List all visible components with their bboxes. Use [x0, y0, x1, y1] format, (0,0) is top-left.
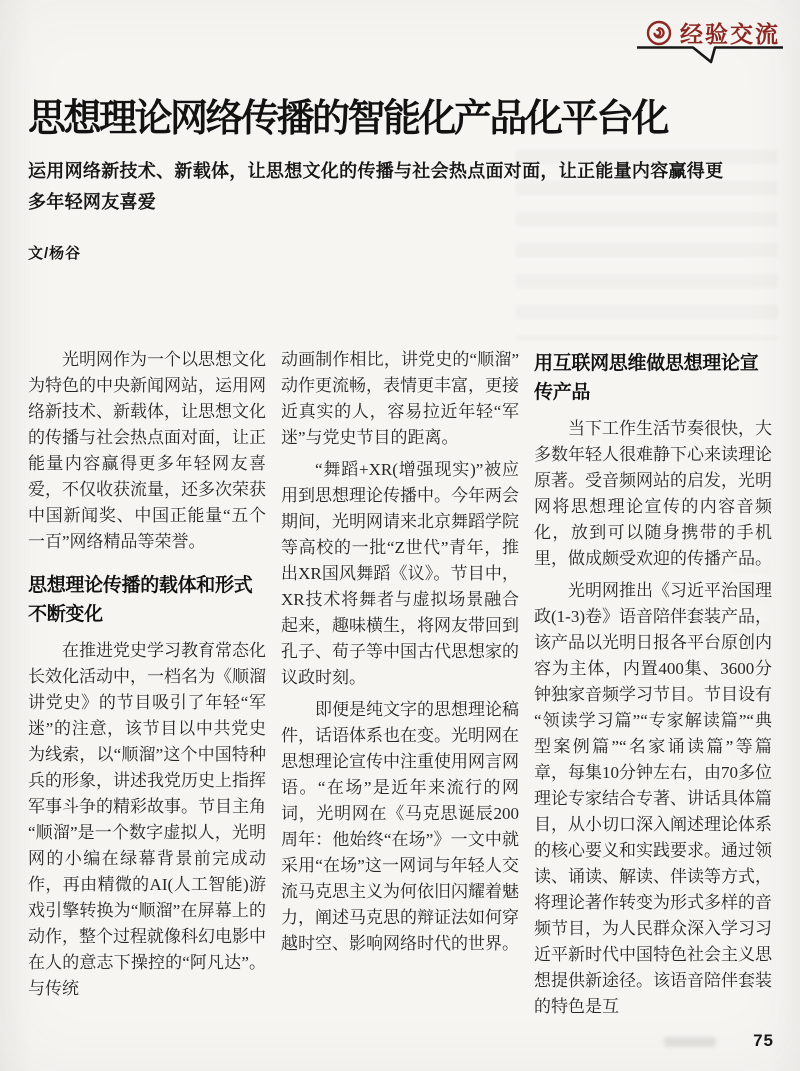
subheading-carriers-and-forms: 思想理论传播的载体和形式不断变化 [28, 575, 253, 625]
subheading-internet-thinking: 用互联网思维做思想理论宣传产品 [534, 353, 759, 403]
paragraph: 即便是纯文字的思想理论稿件，话语体系也在变。光明网在思想理论宣传中注重使用网言网语。“在场”是近年来流行的网词，光明网在《马克思诞辰200周年：他始终“在场”》一文中就采用“在场”这一网词与年轻人交流马克思主义为何依旧闪耀着魅力，阐述马克思的辩证法如何穿越时空、影响网络时代的世界。 [281, 700, 519, 953]
text-column-1 [28, 347, 266, 1019]
text-column-2 [281, 347, 519, 1019]
paragraph: “舞蹈+XR(增强现实)”被应用到思想理论传播中。今年两会期间，光明网请来北京舞蹈学院等高校的一批“Z世代”青年，推出XR国风舞蹈《议》。节目中，XR技术将舞者与虚拟场景融合起来，趣味横生，将网友带回到孔子、荀子等中国古代思想家的议政时刻。 [281, 460, 519, 687]
article-subtitle: 运用网络新技术、新载体，让思想文化的传播与社会热点面对面，让正能量内容赢得更多年轻网友喜爱 [28, 161, 724, 212]
article-title: 思想理论网络传播的智能化产品化平台化 [28, 98, 668, 140]
page-number: 75 [753, 1031, 774, 1050]
paragraph-continuation: 动画制作相比，讲党史的“顺溜”动作更流畅，表情更丰富，更接近真实的人，容易拉近年轻“军迷”与党史节目的距离。 [281, 350, 519, 447]
paragraph: 光明网作为一个以思想文化为特色的中央新闻网站，运用网络新技术、新载体，让思想文化的传播与社会热点面对面，让正能量内容赢得更多年轻网友喜爱，不仅收获流量，还多次荣获中国新闻奖、中国正能量“五个一百”网络精品等荣誉。 [28, 350, 266, 551]
text-column-3 [534, 347, 772, 1019]
paragraph: 在推进党史学习教育常态化长效化活动中，一档名为《顺溜讲党史》的节目吸引了年轻“军迷”的注意，该节目以中共党史为线索，以“顺溜”这个中国特种兵的形象，讲述我党历史上指挥军事斗争的精彩故事。节目主角“顺溜”是一个数字虚拟人，光明网的小编在绿幕背景前完成动作，再由精微的AI(人工智能)游戏引擎转换为“顺溜”在屏幕上的动作，整个过程就像科幻电影中在人的意志下操控的“阿凡达”。与传统 [28, 641, 266, 998]
article-byline: 文/杨谷 [28, 245, 82, 262]
paragraph: 当下工作生活节奏很快，大多数年轻人很难静下心来读理论原著。受音频网站的启发，光明网将思想理论宣传的内容音频化，放到可以随身携带的手机里，做成颇受欢迎的传播产品。 [534, 419, 772, 568]
section-badge-label: 经验交流 [680, 21, 780, 47]
article-columns [28, 347, 772, 1019]
paragraph: 光明网推出《习近平治国理政(1-3)卷》语音陪伴套装产品，该产品以光明日报各平台原创内容为主体，内置400集、3600分钟独家音频学习节目。节目设有“领读学习篇”“专家解读篇”“典型案例篇”“名家诵读篇”等篇章，每集10分钟左右，由70多位理论专家结合专著、讲话具体篇目，从小切口深入阐述理论体系的核心要义和实践要求。通过领读、诵读、解读、伴读等方式，将理论著作转变为形式多样的音频节目，为人民群众深入学习习近平新时代中国特色社会主义思想提供新途径。该语音陪伴套装的特色是互 [534, 581, 772, 1016]
